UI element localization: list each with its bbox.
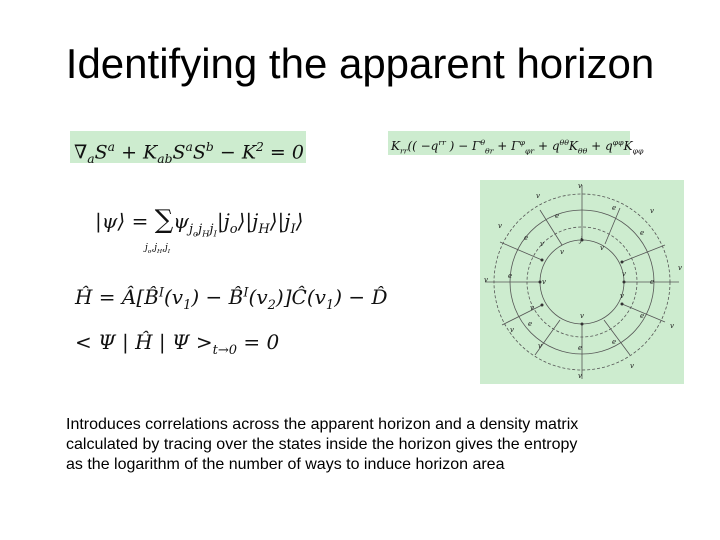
svg-text:v: v xyxy=(498,222,502,230)
extrinsic-curvature-equation: $K_{rr}(( -q^{rr}$ ) − $\Gamma^\theta_{\theta r} + \Gamma^\varphi_{\varphi r} + q^{\theta\theta}K_{\theta\theta} + q^{\varphi\varphi}K_{\varphi\varphi}$ xyxy=(388,131,630,155)
hamiltonian-equation: Ĥ = $Â[B̂^I(v_1)$ − $B̂^I(v_2)]Ĉ(v_1)$ − D̂ xyxy=(75,285,388,313)
svg-text:e: e xyxy=(528,320,533,328)
svg-text:v: v xyxy=(536,192,540,200)
svg-text:e: e xyxy=(524,234,529,242)
svg-text:v: v xyxy=(620,292,624,300)
svg-text:e: e xyxy=(612,204,617,212)
svg-text:v: v xyxy=(540,240,544,248)
svg-text:v: v xyxy=(530,304,534,312)
svg-text:v: v xyxy=(678,264,682,272)
svg-text:v: v xyxy=(600,244,604,252)
caption-text xyxy=(66,415,666,475)
constraint-equation: $\nabla_aS^a + K_{ab}S^aS^b - K^2 = 0$ xyxy=(70,131,306,163)
svg-text:v: v xyxy=(578,372,582,380)
slide-title: Identifying the apparent horizon xyxy=(65,40,655,87)
sum-index: $j_o,j_H,j_I$ xyxy=(145,243,171,255)
state-equation: |ψ⟩ = $\sum\psi_{j_oj_Hj_I}|j_o⟩|j_H⟩|j_I⟩$ xyxy=(95,205,304,239)
svg-text:e: e xyxy=(650,278,655,286)
caption-line-2: calculated by tracing over the states inside the horizon gives the entropy xyxy=(66,436,578,453)
svg-text:v: v xyxy=(650,207,654,215)
expectation-equation: < Ψ | Ĥ | $\Psi >_{t\to 0} = 0$ xyxy=(75,330,280,358)
caption-line-1: Introduces correlations across the apparent horizon and a density matrix xyxy=(66,416,579,433)
caption-line-3: as the logarithm of the number of ways to induce horizon area xyxy=(66,456,505,473)
svg-text:e: e xyxy=(612,338,617,346)
svg-text:v: v xyxy=(580,312,584,320)
svg-text:v: v xyxy=(630,362,634,370)
svg-text:v: v xyxy=(670,322,674,330)
svg-text:v: v xyxy=(510,326,514,334)
svg-text:e: e xyxy=(640,229,645,237)
svg-text:e: e xyxy=(640,312,645,320)
spin-network-diagram xyxy=(480,180,684,384)
svg-text:v: v xyxy=(622,270,626,278)
svg-text:v: v xyxy=(538,342,542,350)
svg-text:e: e xyxy=(555,212,560,220)
svg-text:v: v xyxy=(484,276,488,284)
svg-text:v: v xyxy=(560,248,564,256)
spin-network-svg xyxy=(480,180,684,384)
svg-text:e: e xyxy=(508,272,513,280)
svg-text:e: e xyxy=(578,344,583,352)
svg-text:v: v xyxy=(542,278,546,286)
svg-text:v: v xyxy=(578,182,582,190)
